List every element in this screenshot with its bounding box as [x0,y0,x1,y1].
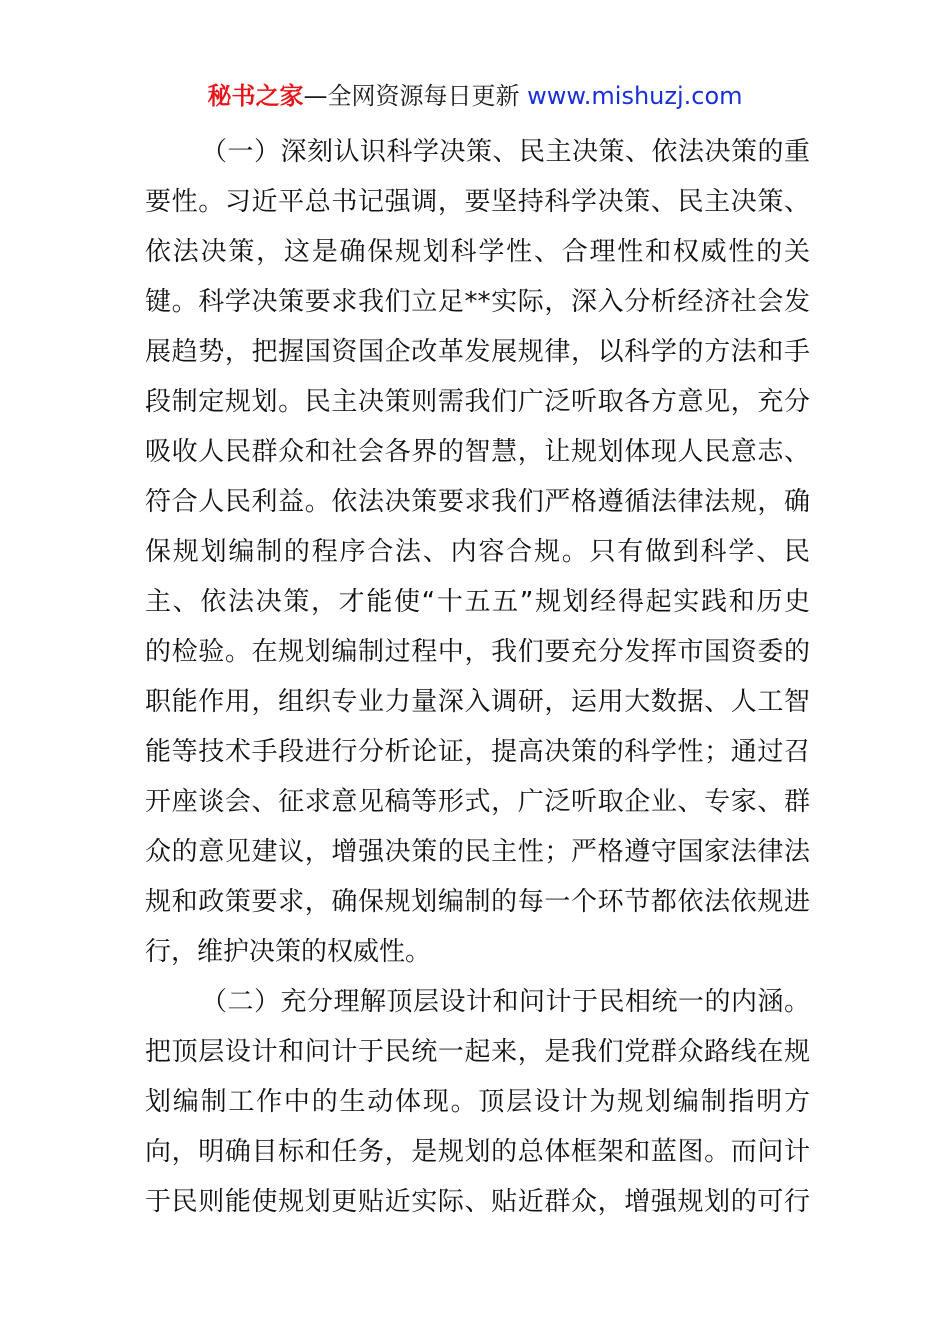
text-line: 行，维护决策的权威性。 [145,937,432,967]
page-header [0,80,950,112]
text-line: 要性。习近平总书记强调，要坚持科学决策、民主决策、 [145,187,810,217]
text-line: 于民则能使规划更贴近实际、贴近群众，增强规划的可行 [145,1187,810,1217]
text-line: （一）深刻认识科学决策、民主决策、依法决策的重 [201,137,810,167]
text-line: 把顶层设计和问计于民统一起来，是我们党群众路线在规 [145,1037,810,1067]
text-line: 段制定规划。民主决策则需我们广泛听取各方意见，充分 [145,387,810,417]
text-line: 划编制工作中的生动体现。顶层设计为规划编制指明方 [145,1087,810,1117]
text-line: 的检验。在规划编制过程中，我们要充分发挥市国资委的 [145,637,810,667]
text-line: 向，明确目标和任务，是规划的总体框架和蓝图。而问计 [145,1137,810,1167]
paragraph-2 [145,977,810,1227]
text-line: 规和政策要求，确保规划编制的每一个环节都依法依规进 [145,887,810,917]
brand-name: 秘书之家 [207,82,304,110]
text-line: 职能作用，组织专业力量深入调研，运用大数据、人工智 [145,687,810,717]
text-line: 主、依法决策，才能使“十五五”规划经得起实践和历史 [145,587,810,617]
text-line: （二）充分理解顶层设计和问计于民相统一的内涵。 [201,987,810,1017]
text-line: 吸收人民群众和社会各界的智慧，让规划体现人民意志、 [145,437,810,467]
text-line: 能等技术手段进行分析论证，提高决策的科学性；通过召 [145,737,810,767]
site-url[interactable]: www.mishuzj.com [527,82,743,110]
document-body [145,127,810,1227]
text-line: 开座谈会、征求意见稿等形式，广泛听取企业、专家、群 [145,787,810,817]
text-line: 符合人民利益。依法决策要求我们严格遵循法律法规，确 [145,487,810,517]
text-line: 保规划编制的程序合法、内容合规。只有做到科学、民 [145,537,810,567]
text-line: 依法决策，这是确保规划科学性、合理性和权威性的关 [145,237,810,267]
header-tagline: —全网资源每日更新 [303,82,528,110]
text-line: 键。科学决策要求我们立足**实际，深入分析经济社会发 [145,287,810,317]
paragraph-1 [145,127,810,977]
text-line: 展趋势，把握国资国企改革发展规律，以科学的方法和手 [145,337,810,367]
text-line: 众的意见建议，增强决策的民主性；严格遵守国家法律法 [145,837,810,867]
